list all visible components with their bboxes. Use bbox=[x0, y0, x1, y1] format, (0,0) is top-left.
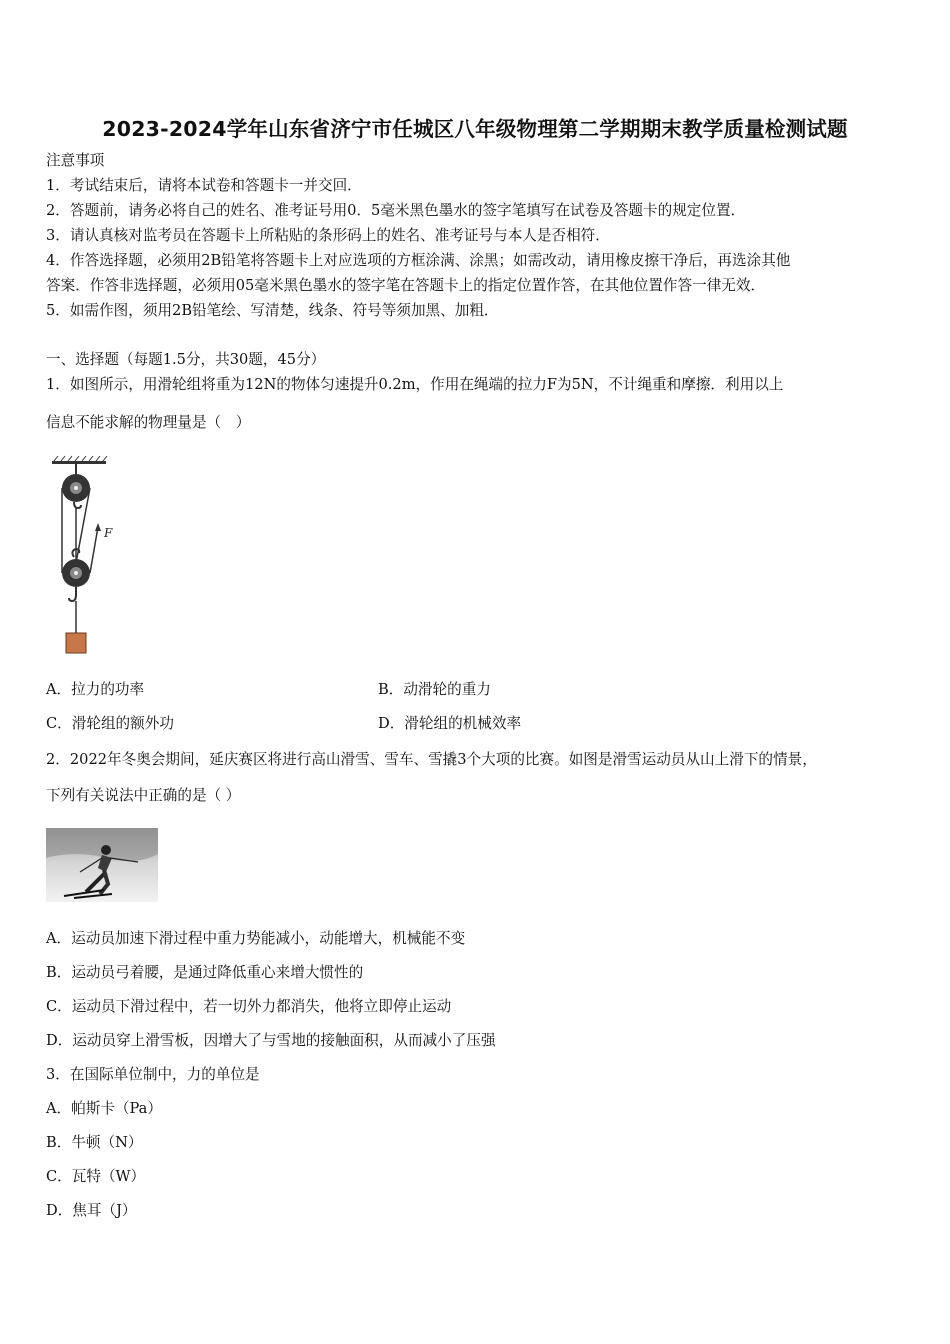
q1-option-d[interactable]: D．滑轮组的机械效率 bbox=[378, 715, 522, 732]
q2-option-d[interactable]: D．运动员穿上滑雪板，因增大了与雪地的接触面积，从而减小了压强 bbox=[46, 1032, 496, 1049]
q1-stem-line2: 信息不能求解的物理量是（ ） bbox=[46, 414, 251, 431]
q2-stem-line2: 下列有关说法中正确的是（ ） bbox=[46, 787, 241, 804]
q2-option-b[interactable]: B．运动员弓着腰，是通过降低重心来增大惯性的 bbox=[46, 964, 364, 981]
q3-option-c[interactable]: C．瓦特（W） bbox=[46, 1168, 146, 1185]
q2-option-a[interactable]: A．运动员加速下滑过程中重力势能减小，动能增大，机械能不变 bbox=[46, 930, 466, 947]
notes-heading: 注意事项 bbox=[46, 152, 105, 169]
q1-stem-line1: 1．如图所示，用滑轮组将重为12N的物体匀速提升0.2m，作用在绳端的拉力F为5N，不计绳重和摩擦．利用以上 bbox=[46, 376, 784, 393]
q1-option-b[interactable]: B．动滑轮的重力 bbox=[378, 681, 491, 698]
section-heading: 一、选择题（每题1.5分，共30题，45分） bbox=[46, 351, 326, 368]
force-arrow bbox=[95, 523, 101, 531]
notes-item-1: 1．考试结束后，请将本试卷和答题卡一并交回． bbox=[46, 177, 362, 194]
weight-block bbox=[66, 633, 86, 653]
q2-stem-line1: 2．2022年冬奥会期间，延庆赛区将进行高山滑雪、雪车、雪撬3个大项的比赛。如图是滑雪运动员从山上滑下的情景， bbox=[46, 751, 817, 768]
pulley-system-figure bbox=[46, 455, 126, 660]
page-title: 2023-2024学年山东省济宁市任城区八年级物理第二学期期末教学质量检测试题 bbox=[102, 117, 848, 141]
notes-item-4-cont: 答案．作答非选择题，必须用05毫米黑色墨水的签字笔在答题卡上的指定位置作答，在其他位置作答一律无效． bbox=[46, 277, 766, 294]
skier-photo bbox=[46, 828, 158, 902]
q3-option-a[interactable]: A．帕斯卡（Pa） bbox=[46, 1100, 162, 1117]
q3-option-d[interactable]: D．焦耳（J） bbox=[46, 1202, 137, 1219]
movable-pulley bbox=[62, 559, 90, 587]
notes-item-2: 2．答题前，请务必将自己的姓名、准考证号用0．5毫米黑色墨水的签字笔填写在试卷及答题卡的规定位置． bbox=[46, 202, 746, 219]
q3-stem: 3．在国际单位制中，力的单位是 bbox=[46, 1066, 260, 1083]
notes-item-3: 3．请认真核对监考员在答题卡上所粘贴的条形码上的姓名、准考证号与本人是否相符． bbox=[46, 227, 610, 244]
ceiling bbox=[52, 456, 107, 464]
notes-item-5: 5．如需作图，须用2B铅笔绘、写清楚，线条、符号等须加黑、加粗． bbox=[46, 302, 499, 319]
fixed-pulley bbox=[62, 474, 90, 502]
q3-option-b[interactable]: B．牛顿（N） bbox=[46, 1134, 143, 1151]
notes-item-4: 4．作答选择题，必须用2B铅笔将答题卡上对应选项的方框涂满、涂黑；如需改动，请用橡皮擦干净后，再选涂其他 bbox=[46, 252, 791, 269]
q2-option-c[interactable]: C．运动员下滑过程中，若一切外力都消失，他将立即停止运动 bbox=[46, 998, 452, 1015]
q1-option-c[interactable]: C．滑轮组的额外功 bbox=[46, 715, 174, 732]
force-label: F bbox=[104, 526, 113, 540]
q1-option-a[interactable]: A．拉力的功率 bbox=[46, 681, 145, 698]
